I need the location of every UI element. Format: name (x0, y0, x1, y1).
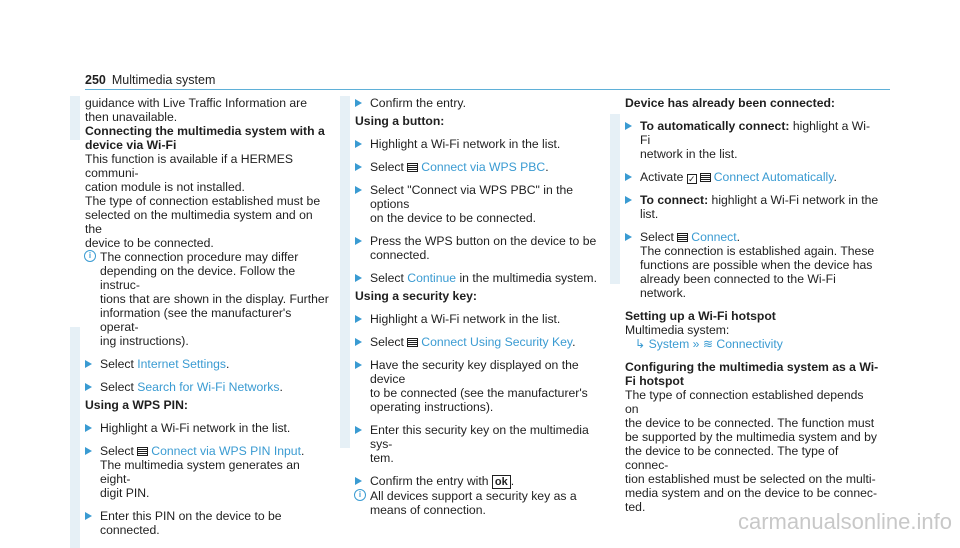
note: i The connection procedure may differ depending on the device. Follow the instruc- tions that are shown in the display. Further information (see the manufacturer's operat- ing instructions). (70, 250, 330, 348)
step-arrow-icon (625, 122, 632, 130)
step-arrow-icon (355, 140, 362, 148)
step-item: Activate ✓ Connect Automatically. (610, 170, 880, 184)
step-arrow-icon (85, 447, 92, 455)
intro-text: guidance with Live Traffic Information are then unavailable. (85, 96, 307, 124)
step-item: Select "Connect via WPS PBC" in the options on the device to be connected. (340, 183, 605, 225)
menu-link-wps-pbc[interactable]: Connect via WPS PBC (421, 160, 546, 174)
step-item: Confirm the entry. (340, 96, 605, 110)
paragraph: The type of connection established must be selected on the multimedia system and on the device to be connected. (85, 194, 321, 250)
step-arrow-icon (355, 186, 362, 194)
section-heading: Connecting the multimedia system with a device via Wi-Fi (85, 124, 325, 152)
subheading: Using a button: (355, 114, 445, 128)
page-header (85, 73, 215, 87)
menu-link-system[interactable]: System (648, 337, 690, 351)
subheading: Setting up a Wi-Fi hotspot (625, 309, 776, 323)
step-arrow-icon (355, 426, 362, 434)
step-arrow-icon (85, 360, 92, 368)
page-number: 250 (85, 73, 106, 87)
menu-icon (677, 233, 688, 242)
checkbox-icon: ✓ (687, 174, 696, 184)
menu-link-connectivity[interactable]: Connectivity (716, 337, 783, 351)
paragraph: Multimedia system: (625, 323, 730, 337)
header-rule (85, 89, 890, 90)
step-item: Select Connect via WPS PIN Input. The multimedia system generates an eight- digit PIN. (70, 444, 330, 500)
step-item: Highlight a Wi-Fi network in the list. (340, 137, 605, 151)
info-icon: i (354, 489, 366, 501)
step-item: Have the security key displayed on the device to be connected (see the manufacturer's operating instructions). (340, 358, 605, 414)
step-item: Select Continue in the multimedia system. (340, 271, 605, 285)
double-chevron-icon: » (692, 337, 700, 351)
step-item: Press the WPS button on the device to be connected. (340, 234, 605, 262)
column-1 (70, 96, 330, 537)
info-icon: i (84, 250, 96, 262)
ok-button-icon: ok (492, 475, 511, 489)
step-item: To connect: highlight a Wi-Fi network in the list. (610, 193, 880, 221)
menu-icon (137, 447, 148, 456)
menu-icon (407, 163, 418, 172)
step-item: Select Connect Using Security Key. (340, 335, 605, 349)
step-arrow-icon (355, 361, 362, 369)
section-title: Multimedia system (111, 73, 216, 87)
paragraph: The type of connection established depends on the device to be connected. The function must be supported by the multimedia system and by the device to be connected. The type of connec- tion established must be selected on the multi- media system and on the device to be connec- ted. (625, 388, 878, 514)
watermark: carmanualsonline.info (737, 509, 952, 534)
column-3 (610, 96, 880, 514)
step-item: Enter this PIN on the device to be connected. (70, 509, 330, 537)
menu-path (610, 337, 880, 351)
step-item: Enter this security key on the multimedia sys- tem. (340, 423, 605, 465)
step-item: Select Connect. The connection is established again. These functions are possible when the device has already been connected to the Wi-Fi network. (610, 230, 880, 300)
step-arrow-icon (355, 237, 362, 245)
column-2 (340, 96, 605, 517)
wifi-icon: ≋ (702, 337, 714, 351)
step-arrow-icon (85, 512, 92, 520)
step-arrow-icon (355, 274, 362, 282)
step-arrow-icon (625, 173, 632, 181)
step-arrow-icon (625, 196, 632, 204)
menu-link-continue[interactable]: Continue (407, 271, 457, 285)
step-item: Highlight a Wi-Fi network in the list. (70, 421, 330, 435)
menu-icon (407, 338, 418, 347)
step-item: Select Internet Settings. (70, 357, 330, 371)
step-arrow-icon (85, 424, 92, 432)
step-arrow-icon (355, 315, 362, 323)
menu-icon (700, 173, 711, 182)
step-item: Select Search for Wi-Fi Networks. (70, 380, 330, 394)
subheading: Configuring the multimedia system as a Wi- Fi hotspot (625, 360, 879, 388)
step-item: Confirm the entry with ok . (340, 474, 605, 489)
step-arrow-icon (625, 233, 632, 241)
menu-link-connect[interactable]: Connect (691, 230, 737, 244)
subheading: Device has already been connected: (625, 96, 835, 110)
path-arrow-icon: ↳ (635, 337, 646, 351)
step-arrow-icon (355, 477, 362, 485)
subheading: Using a WPS PIN: (85, 398, 188, 412)
menu-link-security-key[interactable]: Connect Using Security Key (421, 335, 573, 349)
step-arrow-icon (355, 338, 362, 346)
paragraph: This function is available if a HERMES communi- cation module is not installed. (85, 152, 293, 194)
step-arrow-icon (85, 383, 92, 391)
step-item: Highlight a Wi-Fi network in the list. (340, 312, 605, 326)
menu-link-internet-settings[interactable]: Internet Settings (137, 357, 227, 371)
step-arrow-icon (355, 99, 362, 107)
menu-link-search-wifi[interactable]: Search for Wi-Fi Networks (137, 380, 280, 394)
note: i All devices support a security key as a means of connection. (340, 489, 605, 517)
step-arrow-icon (355, 163, 362, 171)
step-item: To automatically connect: highlight a Wi-Fi network in the list. (610, 119, 880, 161)
menu-link-wps-pin[interactable]: Connect via WPS PIN Input (151, 444, 301, 458)
subheading: Using a security key: (355, 289, 477, 303)
step-item: Select Connect via WPS PBC. (340, 160, 605, 174)
menu-link-connect-automatically[interactable]: Connect Automatically (713, 170, 834, 184)
